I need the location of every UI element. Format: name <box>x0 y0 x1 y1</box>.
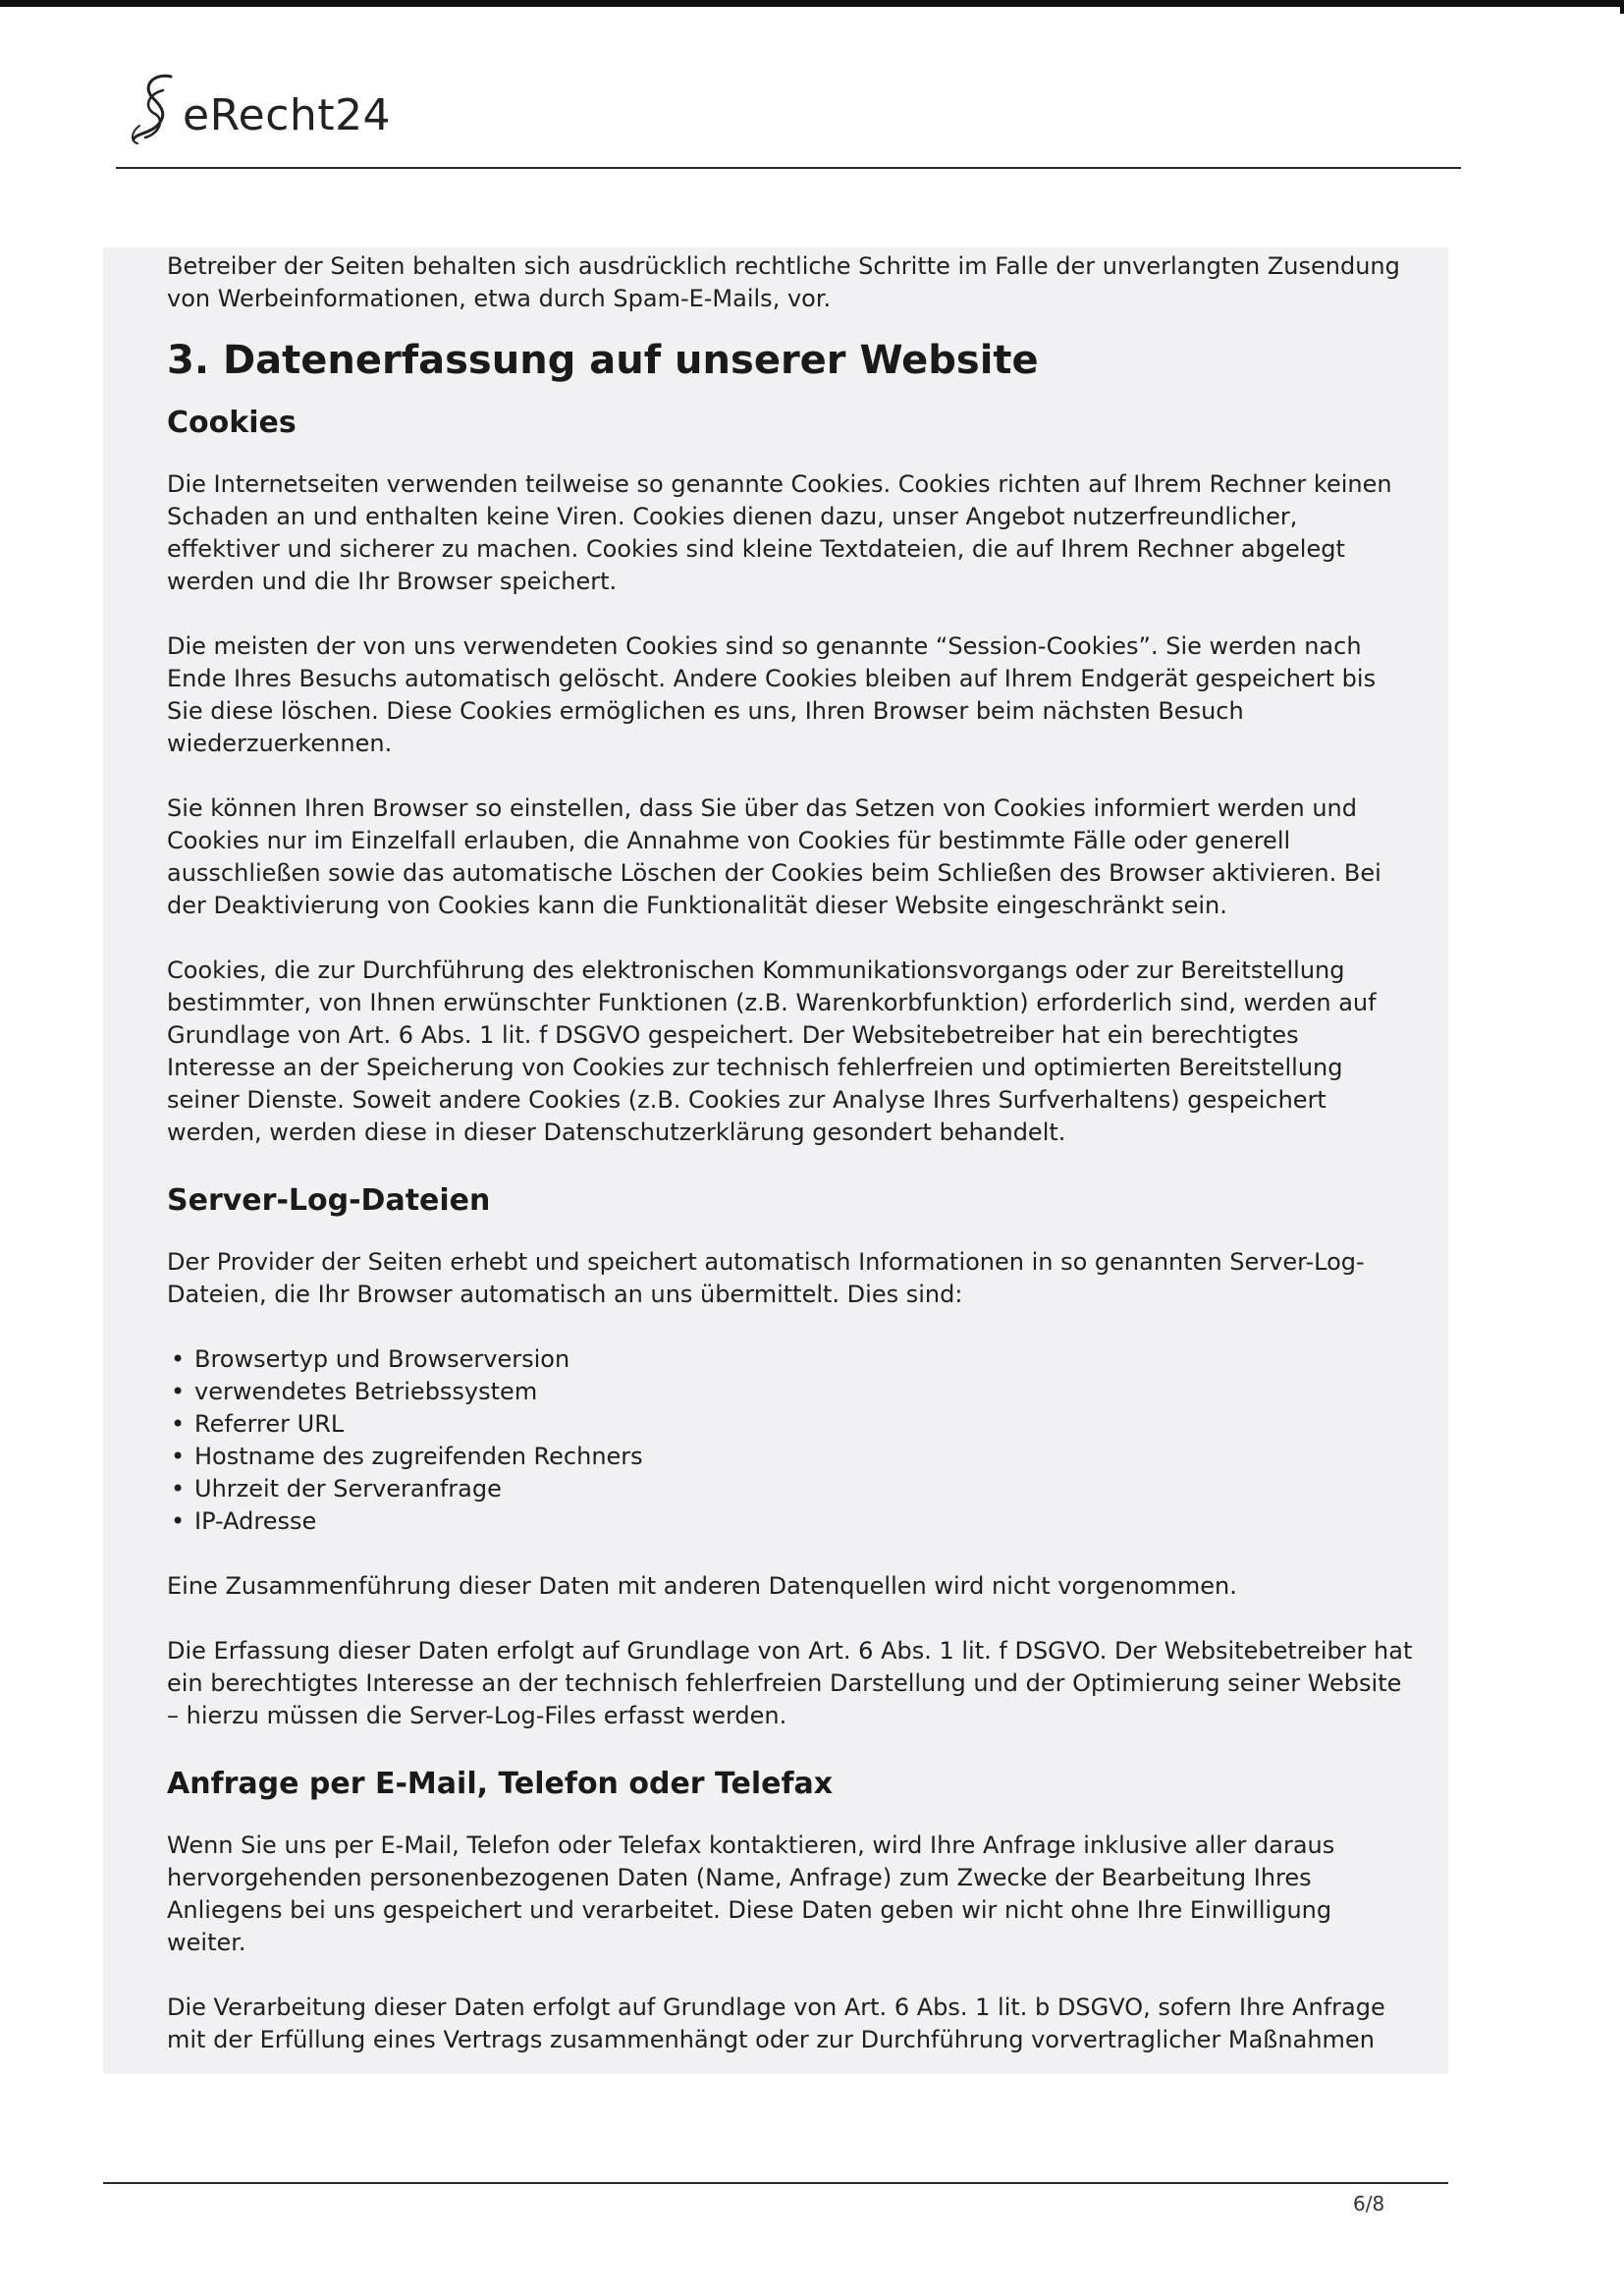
list-item: • Referrer URL <box>171 1408 1414 1441</box>
section-title: 3. Datenerfassung auf unserer Website <box>167 338 1039 383</box>
cookies-heading: Cookies <box>167 406 297 440</box>
list-item: • verwendetes Betriebssystem <box>171 1376 1414 1408</box>
list-item: • Hostname des zugreifenden Rechners <box>171 1441 1414 1473</box>
scan-top-edge <box>0 0 1624 7</box>
list-item: • Browsertyp und Browserversion <box>171 1343 1414 1376</box>
server-log-heading: Server-Log-Dateien <box>167 1183 491 1218</box>
erecht24-logo <box>124 69 391 147</box>
server-log-intro: Der Provider der Seiten erhebt und speichert automatisch Informationen in so genannten Server-Log-Dateien, die Ihr Browser automatisch an uns übermittelt. Dies sind: <box>167 1248 1365 1308</box>
page-header <box>116 69 1461 172</box>
logo-text: eRecht24 <box>183 90 392 140</box>
page-number: 6/8 <box>1353 2192 1385 2215</box>
document-body <box>167 250 1414 2089</box>
paragraph-logo-icon <box>124 69 185 147</box>
intro-paragraph: Betreiber der Seiten behalten sich ausdrücklich rechtliche Schritte im Falle der unverlangten Zusendung von Werbeinformationen, etwa durch Spam-E-Mails, vor. <box>167 252 1400 312</box>
server-log-paragraph: Die Erfassung dieser Daten erfolgt auf Grundlage von Art. 6 Abs. 1 lit. f DSGVO. Der Websitebetreiber hat ein berechtigtes Interesse an der technisch fehlerfreien Darstellung und der Optimierung seiner Website – hierzu müssen die Server-Log-Files erfasst werden. <box>167 1637 1413 1729</box>
footer-rule <box>103 2182 1448 2184</box>
header-rule <box>116 167 1461 169</box>
scan-edge-mark <box>1620 0 1624 14</box>
contact-request-heading: Anfrage per E-Mail, Telefon oder Telefax <box>167 1767 834 1801</box>
cookies-paragraph: Die Internetseiten verwenden teilweise so genannte Cookies. Cookies richten auf Ihrem Rechner keinen Schaden an und enthalten keine Viren. Cookies dienen dazu, unser Angebot nutzerfreundlicher, effektiver und sicherer zu machen. Cookies sind kleine Textdateien, die auf Ihrem Rechner abgelegt werden und die Ihr Browser speichert. <box>167 470 1392 595</box>
list-item: • Uhrzeit der Serveranfrage <box>171 1473 1414 1505</box>
cookies-paragraph: Sie können Ihren Browser so einstellen, dass Sie über das Setzen von Cookies informiert werden und Cookies nur im Einzelfall erlauben, die Annahme von Cookies für bestimmte Fälle oder generell ausschließen sowie das automatische Löschen der Cookies beim Schließen des Browser aktivieren. Bei der Deaktivierung von Cookies kann die Funktionalität dieser Website eingeschränkt sein. <box>167 794 1381 919</box>
cookies-paragraph: Cookies, die zur Durchführung des elektronischen Kommunikationsvorgangs oder zur Bereitstellung bestimmter, von Ihnen erwünschter Funktionen (z.B. Warenkorbfunktion) erforderlich sind, werden auf Grundlage von Art. 6 Abs. 1 lit. f DSGVO gespeichert. Der Websitebetreiber hat ein berechtigtes Interesse an der Speicherung von Cookies zur technisch fehlerfreien und optimierten Bereitstellung seiner Dienste. Soweit andere Cookies (z.B. Cookies zur Analyse Ihres Surfverhaltens) gespeichert werden, werden diese in dieser Datenschutzerklärung gesondert behandelt. <box>167 956 1377 1146</box>
server-log-list <box>171 1343 1414 1538</box>
list-item: • IP-Adresse <box>171 1505 1414 1538</box>
server-log-paragraph: Eine Zusammenführung dieser Daten mit anderen Datenquellen wird nicht vorgenommen. <box>167 1572 1237 1600</box>
cookies-paragraph: Die meisten der von uns verwendeten Cookies sind so genannte “Session-Cookies”. Sie werden nach Ende Ihres Besuchs automatisch gelöscht. Andere Cookies bleiben auf Ihrem Endgerät gespeichert bis Sie diese löschen. Diese Cookies ermöglichen es uns, Ihren Browser beim nächsten Besuch wiederzuerkennen. <box>167 632 1377 757</box>
contact-request-paragraph: Die Verarbeitung dieser Daten erfolgt auf Grundlage von Art. 6 Abs. 1 lit. b DSGVO, sofern Ihre Anfrage mit der Erfüllung eines Vertrags zusammenhängt oder zur Durchführung vorvertraglicher Maßnahmen <box>167 1994 1385 2053</box>
contact-request-paragraph: Wenn Sie uns per E-Mail, Telefon oder Telefax kontaktieren, wird Ihre Anfrage inklusive aller daraus hervorgehenden personenbezogenen Daten (Name, Anfrage) zum Zwecke der Bearbeitung Ihres Anliegens bei uns gespeichert und verarbeitet. Diese Daten geben wir nicht ohne Ihre Einwilligung weiter. <box>167 1831 1335 1956</box>
